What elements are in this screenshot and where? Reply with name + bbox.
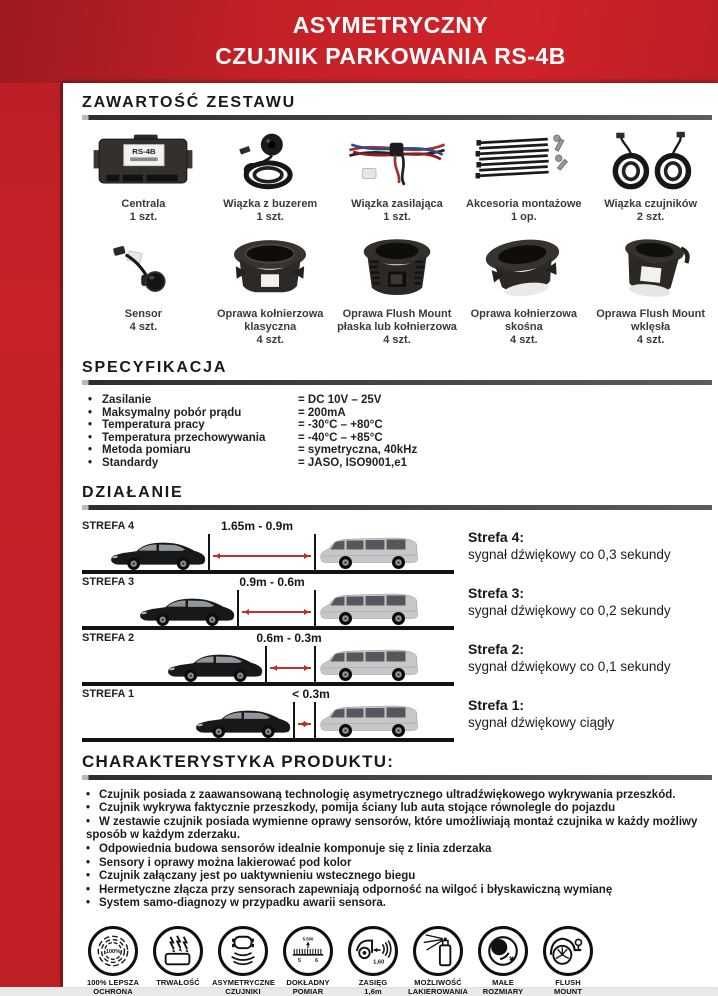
kit-item-name: Wiązka z buzerem (209, 198, 332, 211)
feature-text: Hermetyczne złącza przy sensorach zapewniają odporność na wilgoć i błyskawiczną wymianę (99, 884, 612, 896)
distance-arrow-icon (270, 667, 311, 669)
badge-label-line1: MOŻLIWOŚĆ (407, 979, 469, 988)
kit-item-qty: 2 szt. (589, 211, 712, 224)
kit-item-name: Oprawa Flush Mount płaska lub kołnierzowa (336, 308, 459, 334)
zone-distance: 0.9m - 0.6m (222, 575, 322, 589)
kit-item-name: Akcesoria montażowe (462, 198, 585, 211)
kit-item-name: Oprawa Flush Mount wklęsła (589, 308, 712, 334)
feature-text: Odpowiednia budowa sensorów idealnie komponuje się z linia zderzaka (99, 843, 491, 855)
ground-line (82, 738, 454, 742)
zone-title: Strefa 1: (468, 697, 712, 714)
section-heading-features: CHARAKTERYSTYKA PRODUKTU: (82, 752, 712, 772)
parked-car-icon (318, 532, 424, 571)
measure-post (237, 590, 239, 626)
badge-label (147, 979, 209, 988)
kit-item-qty: 1 szt. (209, 211, 332, 224)
badge-label-line1: ASYMETRYCZNE (212, 979, 274, 988)
sensor-harness-photo (589, 128, 712, 194)
distance-arrow-icon (242, 611, 311, 613)
badge-paintable (407, 926, 469, 996)
kit-item-name: Centrala (82, 198, 205, 211)
kit-grid-row1 (82, 128, 712, 224)
zone-row-strefa1 (82, 686, 712, 742)
kit-item-name: Oprawa kołnierzowa skośna (462, 308, 585, 334)
badge-label (342, 979, 404, 996)
bullet: • (88, 457, 102, 470)
badge-protection (82, 926, 144, 996)
measure-post (314, 646, 316, 682)
kit-item-name: Wiązka zasilająca (336, 198, 459, 211)
svg-text:100%: 100% (106, 949, 121, 955)
spec-value: = -30°C – +80°C (298, 419, 383, 432)
zone-desc: sygnał dźwiękowy co 0,2 sekundy (468, 602, 712, 619)
flush-mount-icon (543, 926, 593, 976)
svg-text:5.500: 5.500 (303, 936, 314, 941)
parked-car-icon (318, 700, 424, 739)
badge-label (537, 979, 599, 996)
spec-label: Temperatura pracy (102, 419, 298, 432)
svg-text:1,60: 1,60 (373, 959, 384, 965)
kit-grid-row2 (82, 230, 712, 347)
badge-label-line2: 1,6m (342, 988, 404, 996)
feature-text: Czujnik posiada z zaawansowaną technologię asymetrycznego ultradźwiękowego wykrywania przeszkód. (99, 789, 675, 801)
spec-row (88, 432, 712, 445)
range-icon (348, 926, 398, 976)
heading-rule (82, 115, 712, 120)
zone-distance: < 0.3m (268, 687, 354, 701)
spec-list (82, 394, 712, 470)
badge-label (82, 979, 144, 996)
badge-label-line2: ROZMIARY (472, 988, 534, 996)
bullet: • (86, 857, 99, 871)
badge-precise-measurement (277, 926, 339, 996)
content-panel (63, 83, 718, 987)
svg-text:6: 6 (315, 958, 318, 964)
kit-item-qty: 4 szt. (462, 334, 585, 347)
zone-label: STREFA 4 (82, 520, 134, 532)
bullet: • (88, 394, 102, 407)
power-harness-photo (336, 128, 459, 194)
badge-label-line2: CZUJNIKI (212, 988, 274, 996)
zone-title: Strefa 2: (468, 641, 712, 658)
buzzer-harness-photo (209, 128, 332, 194)
kit-item-slanted-mount (462, 230, 585, 347)
kit-item-sensor-harness (589, 128, 712, 224)
kit-item-qty: 4 szt. (209, 334, 332, 347)
zone-distance: 0.6m - 0.3m (242, 631, 336, 645)
zone-info (456, 574, 712, 630)
zone-desc: sygnał dźwiękowy co 0,3 sekundy (468, 546, 712, 563)
zone-distance: 1.65m - 0.9m (198, 519, 316, 533)
kit-item-flush-flat-mount (336, 230, 459, 347)
zone-label: STREFA 2 (82, 632, 134, 644)
header-band (0, 0, 718, 83)
reversing-car-icon (138, 593, 236, 627)
badge-label-line1: DOKŁADNY (277, 979, 339, 988)
spec-value: = -40°C – +85°C (298, 432, 383, 445)
badge-label-line1: MAŁE (472, 979, 534, 988)
spec-row (88, 394, 712, 407)
paintable-icon (413, 926, 463, 976)
feature-badges-row (82, 926, 712, 996)
spec-row (88, 419, 712, 432)
badge-small-size (472, 926, 534, 996)
badge-label-line1: FLUSH (537, 979, 599, 988)
heading-rule (82, 775, 712, 780)
durability-icon (153, 926, 203, 976)
feature-item (86, 870, 712, 884)
feature-text: System samo-diagnozy w przypadku awarii sensora. (99, 897, 386, 909)
precise-measurement-icon (283, 926, 333, 976)
badge-label (407, 979, 469, 996)
badge-flush-mount (537, 926, 599, 996)
kit-item-qty: 1 szt. (82, 211, 205, 224)
kit-item-qty: 1 szt. (336, 211, 459, 224)
distance-arrow-icon (213, 555, 311, 557)
badge-label (472, 979, 534, 996)
zone-diagram (82, 686, 456, 742)
feature-item (86, 884, 712, 898)
badge-label-line2: MOUNT (537, 988, 599, 996)
page-title-line2: CZUJNIK PARKOWANIA RS-4B (63, 41, 718, 72)
spec-value: = DC 10V – 25V (298, 394, 381, 407)
measure-post (208, 534, 210, 570)
reversing-car-icon (194, 705, 292, 739)
zone-info (456, 518, 712, 574)
measure-post (314, 702, 316, 738)
feature-item (86, 802, 712, 816)
feature-item (86, 789, 712, 803)
svg-text:5: 5 (298, 958, 301, 964)
bullet: • (86, 870, 99, 884)
heading-rule (82, 505, 712, 510)
parked-car-icon (318, 644, 424, 683)
flush-concave-mount-photo (589, 230, 712, 304)
zone-diagram (82, 630, 456, 686)
reversing-car-icon (166, 649, 264, 683)
bullet: • (88, 444, 102, 457)
spec-value: = symetryczna, 40kHz (298, 444, 417, 457)
kit-item-qty: 4 szt. (336, 334, 459, 347)
bullet: • (86, 789, 99, 803)
bullet: • (88, 407, 102, 420)
asymmetric-sensors-icon (218, 926, 268, 976)
distance-arrow-icon (298, 723, 311, 725)
kit-item-name: Oprawa kołnierzowa klasyczna (209, 308, 332, 334)
zone-label: STREFA 1 (82, 688, 134, 700)
spec-row (88, 444, 712, 457)
badge-durability (147, 926, 209, 996)
flush-flat-mount-photo (336, 230, 459, 304)
kit-item-qty: 1 op. (462, 211, 585, 224)
feature-item (86, 843, 712, 857)
kit-item-qty: 4 szt. (82, 321, 205, 334)
bullet: • (86, 802, 99, 816)
spec-row (88, 407, 712, 420)
badge-label-line2: LAKIEROWANIA (407, 988, 469, 996)
zone-row-strefa4 (82, 518, 712, 574)
kit-item-power-harness (336, 128, 459, 224)
kit-item-flush-concave-mount (589, 230, 712, 347)
measure-post (314, 534, 316, 570)
badge-label-line1: 100% LEPSZA (82, 979, 144, 988)
kit-item-classic-mount (209, 230, 332, 347)
zone-label: STREFA 3 (82, 576, 134, 588)
badge-label-line2: OCHRONA (82, 988, 144, 996)
left-red-band (0, 0, 63, 987)
badge-label (277, 979, 339, 996)
classic-mount-photo (209, 230, 332, 304)
badge-range (342, 926, 404, 996)
page-title (63, 0, 718, 72)
zone-title: Strefa 3: (468, 585, 712, 602)
zone-desc: sygnał dźwiękowy co 0,1 sekundy (468, 658, 712, 675)
zone-info (456, 630, 712, 686)
accessories-photo (462, 128, 585, 194)
control-unit-photo (82, 128, 205, 194)
badge-label-line1: ZASIĘG (342, 979, 404, 988)
zones-diagram (82, 518, 712, 742)
zone-row-strefa3 (82, 574, 712, 630)
zone-desc: sygnał dźwiękowy ciągły (468, 714, 712, 731)
badge-label (212, 979, 274, 996)
kit-item-centrala (82, 128, 205, 224)
features-list (82, 789, 712, 911)
zone-row-strefa2 (82, 630, 712, 686)
feature-item (86, 857, 712, 871)
bullet: • (86, 897, 99, 911)
parked-car-icon (318, 588, 424, 627)
zone-info (456, 686, 712, 742)
slanted-mount-photo (462, 230, 585, 304)
small-size-icon (478, 926, 528, 976)
measure-post (293, 702, 295, 738)
section-heading-spec: SPECYFIKACJA (82, 359, 712, 377)
badge-label-line2: POMIAR (277, 988, 339, 996)
measure-post (314, 590, 316, 626)
badge-asymmetric-sensors (212, 926, 274, 996)
bullet: • (86, 843, 99, 857)
feature-text: W zestawie czujnik posiada wymienne oprawy sensorów, które umożliwiają montaż czujnika w każdy możliwy sposób w każdym zderzaku. (86, 816, 697, 842)
spec-label: Maksymalny pobór prądu (102, 407, 298, 420)
kit-item-name: Wiązka czujników (589, 198, 712, 211)
kit-item-sensor (82, 230, 205, 347)
kit-item-buzzer-harness (209, 128, 332, 224)
feature-text: Czujnik załączany jest po uaktywnieniu wstecznego biegu (99, 870, 415, 882)
spec-label: Metoda pomiaru (102, 444, 298, 457)
feature-text: Sensory i oprawy można lakierować pod kolor (99, 857, 351, 869)
feature-item (86, 897, 712, 911)
sensor-photo (82, 230, 205, 304)
zone-diagram (82, 518, 456, 574)
badge-label-line1: TRWAŁOŚĆ (147, 979, 209, 988)
bullet: • (88, 419, 102, 432)
spec-label: Standardy (102, 457, 298, 470)
page-title-line1: ASYMETRYCZNY (63, 10, 718, 41)
spec-row (88, 457, 712, 470)
section-heading-contents: ZAWARTOŚĆ ZESTAWU (82, 94, 712, 112)
spec-value: = 200mA (298, 407, 346, 420)
kit-item-accessories (462, 128, 585, 224)
measure-post (265, 646, 267, 682)
bullet: • (88, 432, 102, 445)
kit-item-name: Sensor (82, 308, 205, 321)
spec-label: Temperatura przechowywania (102, 432, 298, 445)
spec-value: = JASO, ISO9001,e1 (298, 457, 407, 470)
zone-title: Strefa 4: (468, 529, 712, 546)
protection-icon (88, 926, 138, 976)
spec-label: Zasilanie (102, 394, 298, 407)
zone-diagram (82, 574, 456, 630)
bullet: • (86, 884, 99, 898)
bullet: • (86, 816, 99, 830)
section-heading-operation: DZIAŁANIE (82, 484, 712, 502)
feature-item (86, 816, 712, 843)
kit-item-qty: 4 szt. (589, 334, 712, 347)
reversing-car-icon (109, 537, 207, 571)
feature-text: Czujnik wykrywa faktycznie przeszkody, pomija ściany lub auta stojące równolegle do pojazdu (99, 802, 615, 814)
heading-rule (82, 380, 712, 385)
svg-text:RS-4B: RS-4B (133, 147, 157, 156)
